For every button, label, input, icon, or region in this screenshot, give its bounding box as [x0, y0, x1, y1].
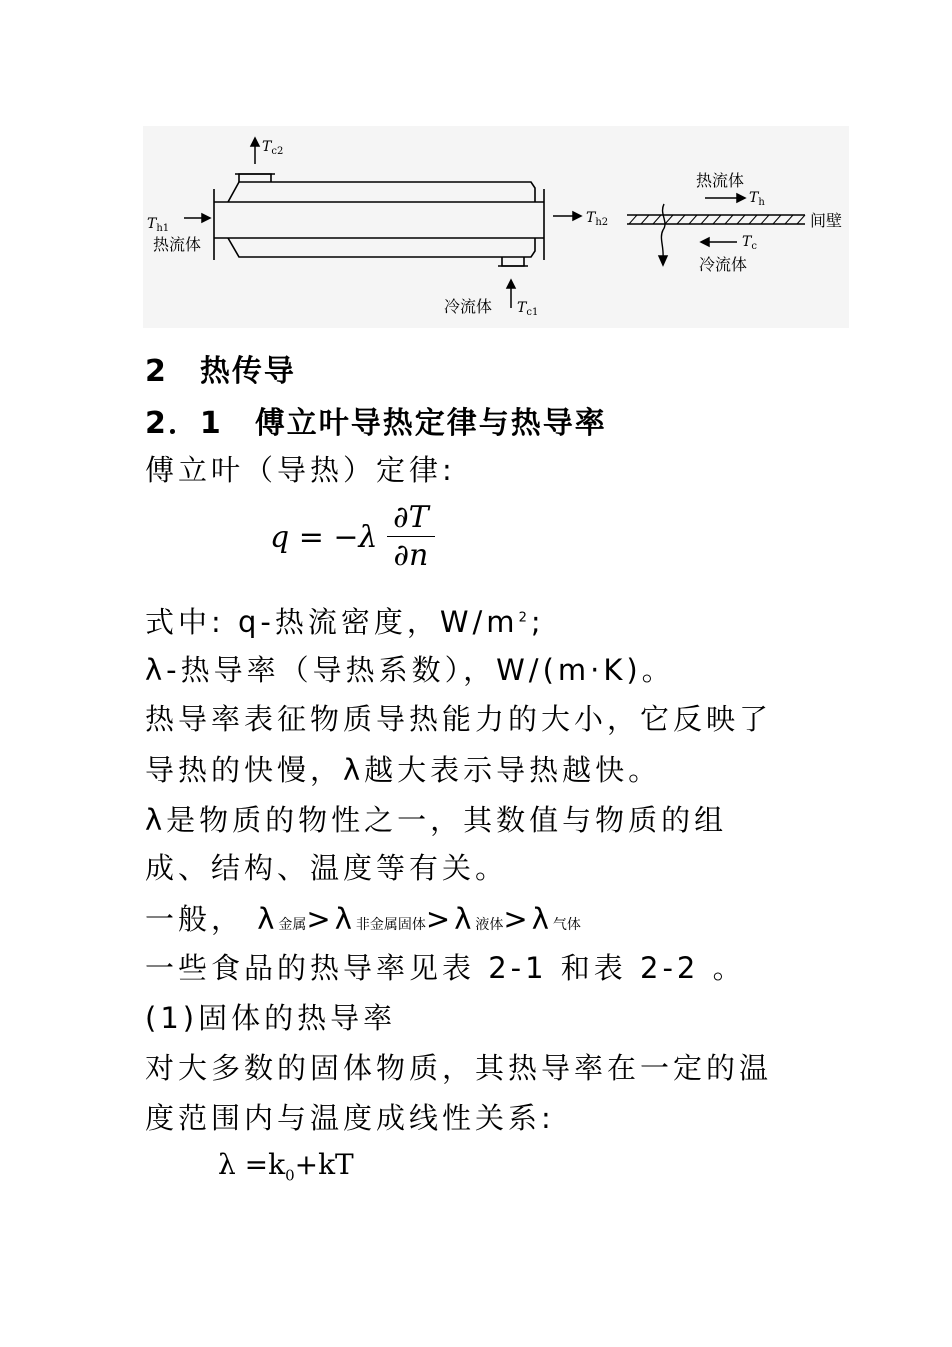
paragraph-1-line-2: 导热的快慢，λ越大表示导热越快。	[145, 753, 662, 787]
q-definition: 式中: q-热流密度，$W/m^2$;	[145, 605, 545, 639]
cold-fluid-label: 冷流体	[699, 255, 748, 274]
section-subheading: 2．1 傅立叶导热定律与热导率	[145, 406, 607, 441]
formula-numerator: ∂T	[387, 500, 435, 537]
formula-denominator: ∂n	[393, 538, 429, 573]
formula-lhs: q = −λ	[270, 520, 378, 555]
th2-label: $T_{h2}$	[586, 210, 609, 228]
wall-label: 间壁	[810, 211, 843, 230]
flow-arrows	[184, 138, 581, 308]
cold-fluid-in-label: 冷流体	[444, 297, 493, 316]
fourier-formula	[270, 500, 435, 575]
paragraph-2-line-2: 成、结构、温度等有关。	[145, 851, 509, 885]
formula-fraction	[387, 500, 435, 575]
heat-exchanger-figure	[143, 126, 849, 328]
lambda-definition: λ-热导率（导热系数），W/(m·K)。	[145, 653, 675, 687]
hot-fluid-label: 热流体	[696, 171, 745, 190]
th-label: $T_h$	[749, 190, 765, 208]
solid-paragraph-line-2: 度范围内与温度成线性关系:	[145, 1101, 555, 1135]
tc1-label: $T_{c1}$	[517, 300, 539, 318]
paragraph-2-line-1: λ是物质的物性之一，其数值与物质的组	[145, 803, 728, 837]
section-heading: 2 热传导	[145, 354, 296, 389]
hot-fluid-in-label: 热流体	[153, 235, 202, 254]
heat-exchanger-diagram	[143, 126, 849, 328]
tc-label: $T_c$	[742, 234, 757, 252]
conductivity-comparison: 一般， λ金属>λ非金属固体>λ液体>λ气体	[145, 902, 581, 936]
exchanger-shell	[214, 174, 544, 266]
fourier-law-intro: 傅立叶（导热）定律:	[145, 453, 456, 487]
paragraph-1-line-1: 热导率表征物质导热能力的大小，它反映了	[145, 702, 773, 736]
table-reference: 一些食品的热导率见表 2-1 和表 2-2 。	[145, 951, 746, 985]
th1-label: $T_{h1}$	[147, 216, 170, 234]
solid-paragraph-line-1: 对大多数的固体物质，其热导率在一定的温	[145, 1051, 773, 1085]
tc2-label: $T_{c2}$	[262, 139, 284, 157]
solid-heading: (1)固体的热导率	[145, 1001, 397, 1035]
wall-diagram	[627, 204, 805, 258]
linear-equation: $\lambda =k_0+kT$	[218, 1148, 354, 1185]
